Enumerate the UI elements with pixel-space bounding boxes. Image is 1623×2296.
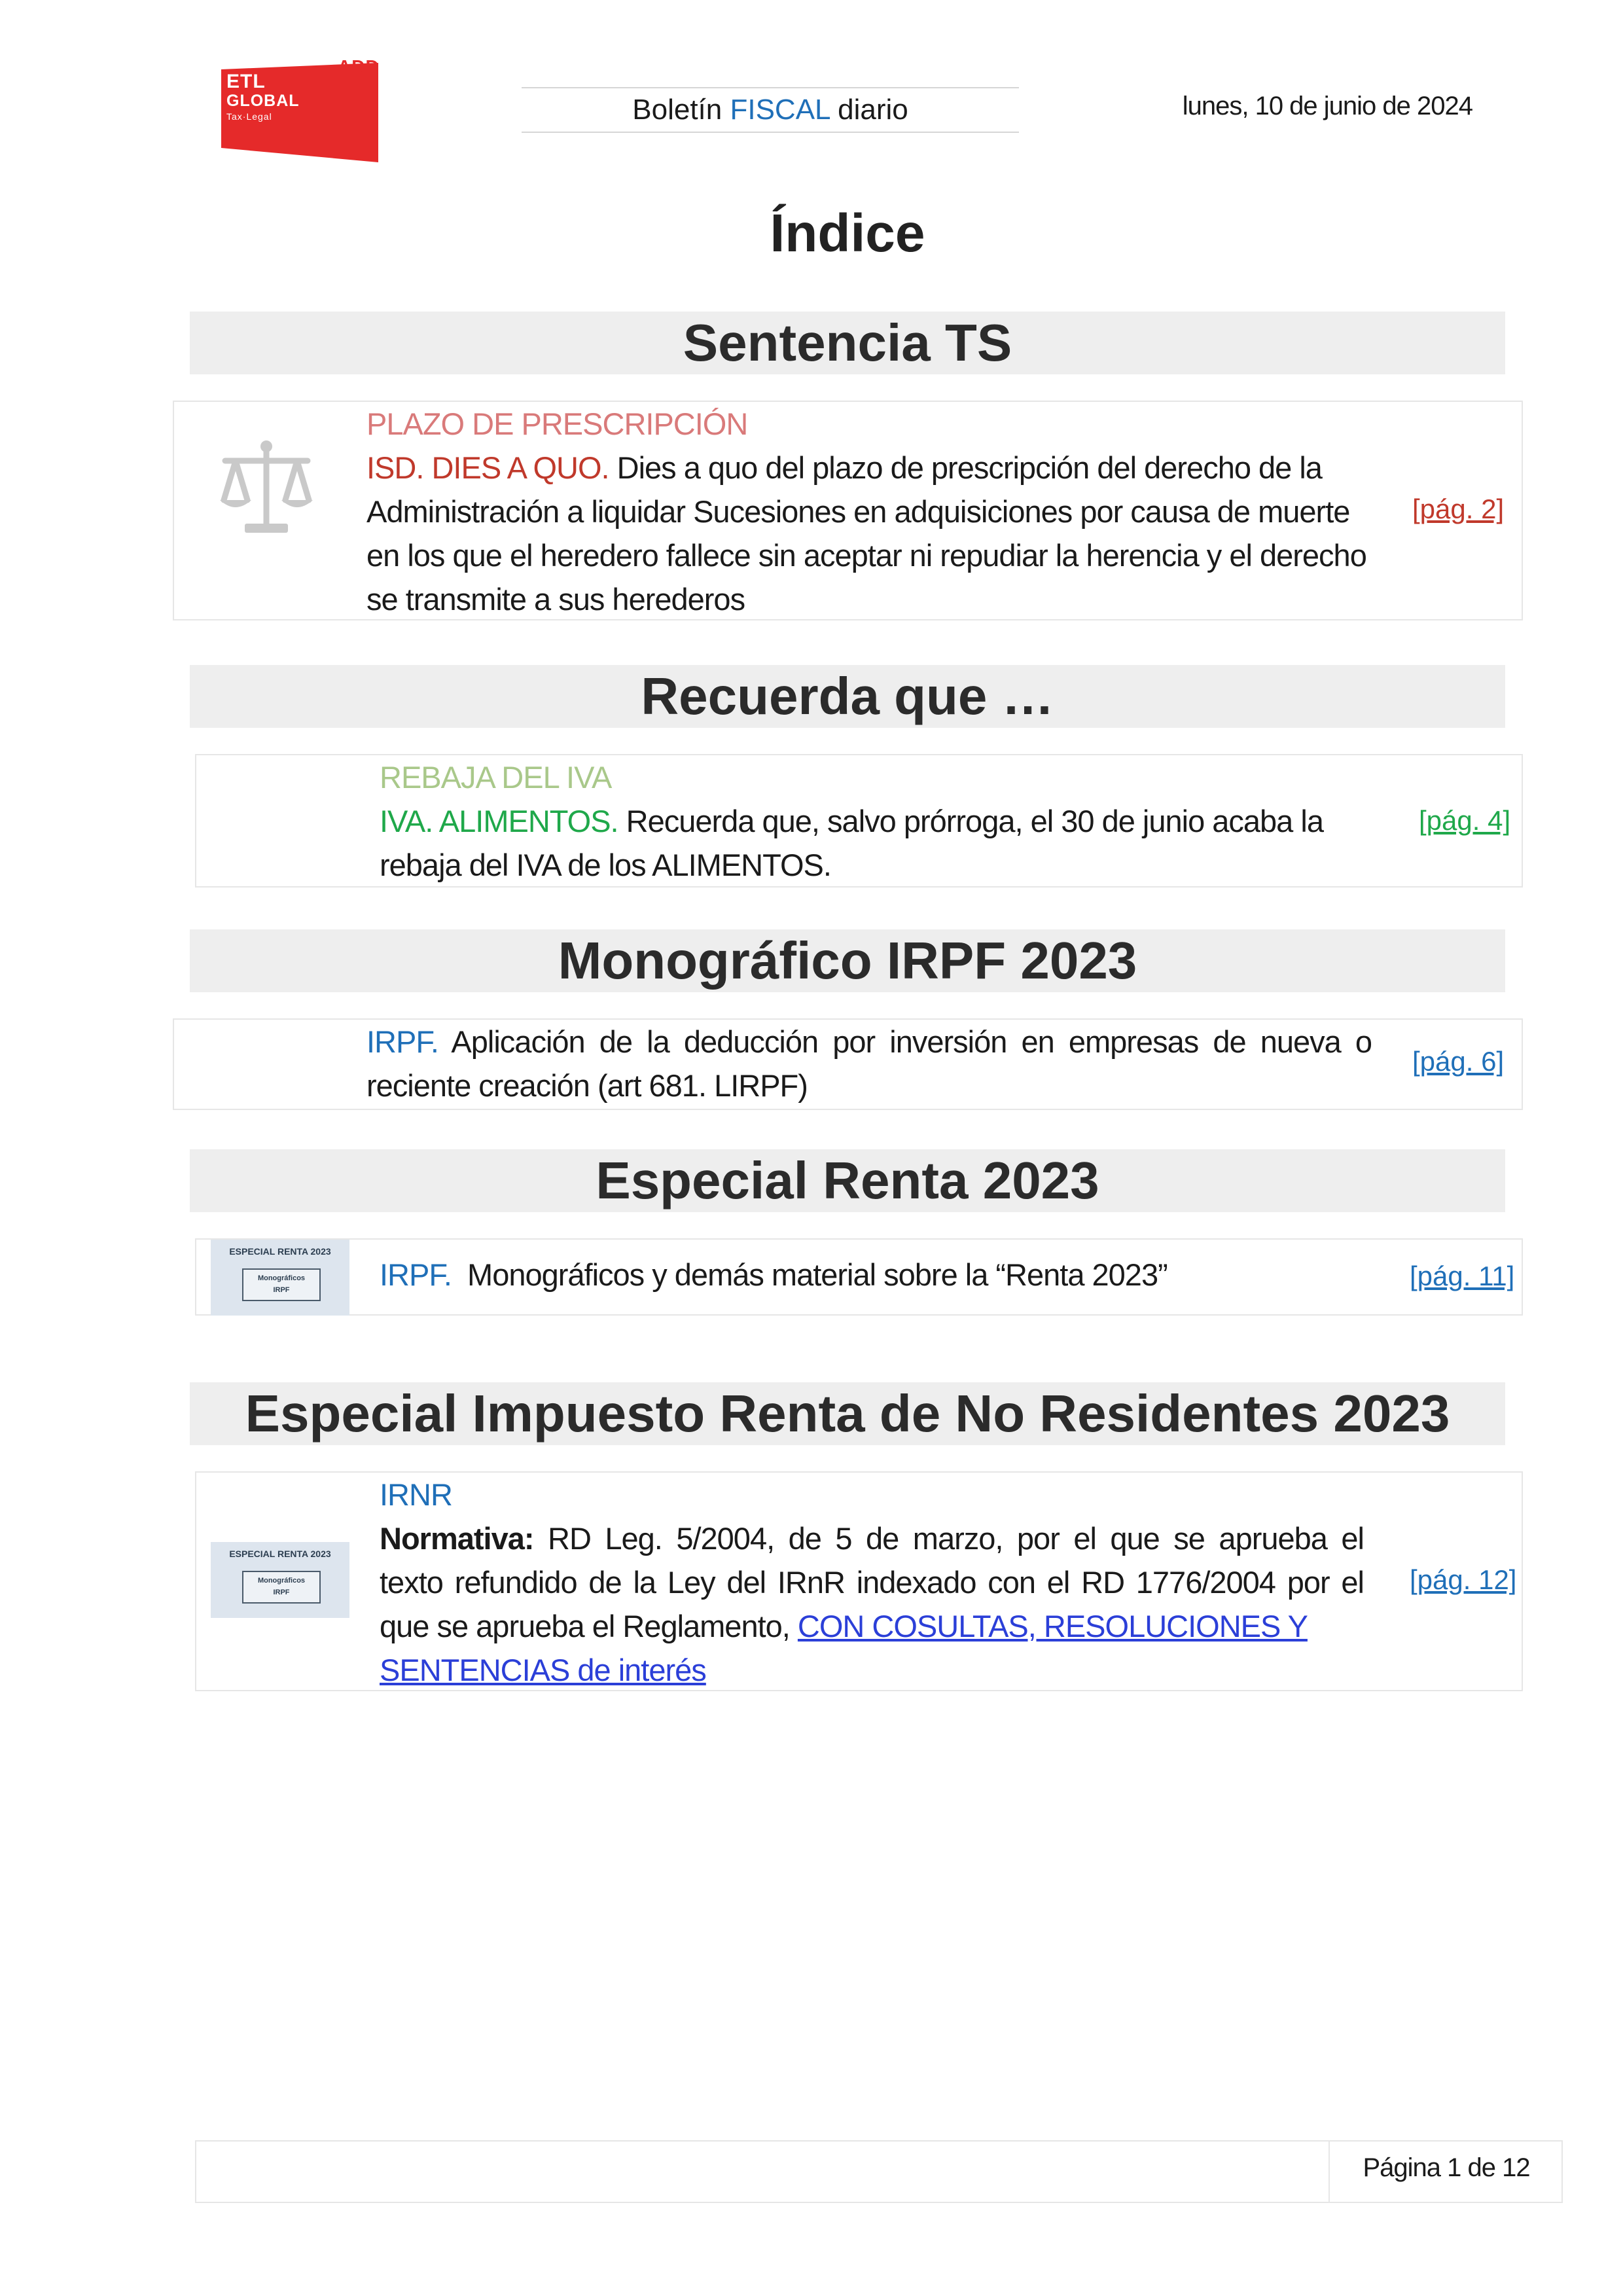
entry-monografico-text (366, 1020, 1372, 1107)
entry-line: reciente creación (art 681. LIRPF) (366, 1068, 808, 1103)
entry-line: RD Leg. 5/2004, de 5 de marzo, por el que se aprueba el (533, 1521, 1364, 1556)
etl-global-logo (221, 58, 382, 162)
sentencias-link[interactable]: SENTENCIAS de interés (380, 1653, 706, 1687)
entry-monografico-irpf[interactable] (173, 1018, 1523, 1110)
entry-bold-lead: Normativa: (380, 1521, 534, 1556)
page-ref-link[interactable]: [pág. 12] (1410, 1564, 1517, 1595)
index-title: Índice (770, 204, 925, 263)
scales-icon (211, 435, 322, 549)
section-recuerda-que: Recuerda que … (190, 665, 1505, 728)
section-especial-renta: Especial Renta 2023 (190, 1149, 1505, 1212)
thumb-box (242, 1268, 321, 1301)
logo-wordmark (226, 72, 300, 121)
entry-especial-irnr-text (380, 1473, 1364, 1692)
entry-especial-irnr[interactable] (195, 1471, 1523, 1691)
bulletin-title (522, 87, 1019, 133)
entry-lead: IVA. ALIMENTOS. (380, 804, 618, 838)
bulletin-suffix: diario (838, 94, 908, 126)
consultas-link[interactable]: CON COSULTAS, RESOLUCIONES Y (797, 1609, 1308, 1643)
page-ref-link[interactable]: [pág. 4] (1419, 805, 1511, 836)
entry-especial-renta-text (380, 1253, 1414, 1297)
entry-lead: ISD. DIES A QUO. (366, 450, 609, 485)
entry-sentencia-ts[interactable] (173, 401, 1523, 620)
logo-global: GLOBAL (226, 92, 300, 110)
entry-category: REBAJA DEL IVA (380, 760, 612, 795)
bulletin-accent: FISCAL (730, 94, 830, 126)
entry-line: en los que el heredero fallece sin aceptar ni repudiar la herencia y el derecho (366, 538, 1366, 573)
thumb-title: ESPECIAL RENTA 2023 (229, 1549, 331, 1559)
entry-line: Recuerda que, salvo prórroga, el 30 de junio acaba la (618, 804, 1323, 838)
logo-add: ADD (338, 56, 380, 77)
entry-recuerda-que[interactable] (195, 754, 1523, 888)
bulletin-prefix: Boletín (632, 94, 722, 126)
entry-line: que se aprueba el Reglamento, (380, 1609, 798, 1643)
especial-renta-thumbnail[interactable] (211, 1240, 349, 1316)
entry-line: se transmite a sus herederos (366, 582, 745, 617)
logo-tax-legal: Tax·Legal (226, 111, 272, 122)
entry-line: Monográficos y demás material sobre la “Renta 2023” (451, 1257, 1168, 1292)
entry-line: Administración a liquidar Sucesiones en adquisiciones por causa de muerte (366, 494, 1350, 529)
page-ref-link[interactable]: [pág. 11] (1410, 1261, 1515, 1291)
entry-category: PLAZO DE PRESCRIPCIÓN (366, 406, 748, 441)
bulletin-date: lunes, 10 de junio de 2024 (1182, 92, 1472, 120)
page-ref-link[interactable]: [pág. 2] (1412, 493, 1505, 524)
page-ref-link[interactable]: [pág. 6] (1412, 1046, 1505, 1077)
entry-lead: IRPF. (366, 1024, 438, 1059)
thumb-box-line: Monográficos (257, 1274, 306, 1282)
section-monografico-irpf: Monográfico IRPF 2023 (190, 929, 1505, 992)
thumb-box-line: IRPF (273, 1588, 290, 1596)
entry-category: IRNR (380, 1477, 452, 1512)
entry-line: texto refundido de la Ley del IRnR indexado con el RD 1776/2004 por el (380, 1565, 1364, 1600)
thumb-box-line: IRPF (273, 1286, 290, 1294)
entry-line: Dies a quo del plazo de prescripción del derecho de la (609, 450, 1322, 485)
section-especial-irnr: Especial Impuesto Renta de No Residentes 2023 (190, 1382, 1505, 1445)
especial-renta-thumbnail[interactable] (211, 1542, 349, 1618)
page-footer (195, 2140, 1563, 2203)
entry-recuerda-text (380, 755, 1558, 887)
entry-especial-renta[interactable] (195, 1238, 1523, 1316)
logo-etl: ETL (226, 71, 266, 92)
thumb-title: ESPECIAL RENTA 2023 (229, 1246, 331, 1257)
thumb-box (242, 1571, 321, 1604)
entry-line: Aplicación de la deducción por inversión en empresas de nueva o (438, 1024, 1372, 1059)
thumb-box-line: Monográficos (257, 1577, 306, 1585)
page-number: Página 1 de 12 (1363, 2153, 1530, 2182)
entry-line: rebaja del IVA de los ALIMENTOS. (380, 848, 831, 882)
section-sentencia-ts: Sentencia TS (190, 312, 1505, 374)
entry-lead: IRPF. (380, 1257, 452, 1292)
entry-sentencia-text (366, 402, 1558, 621)
